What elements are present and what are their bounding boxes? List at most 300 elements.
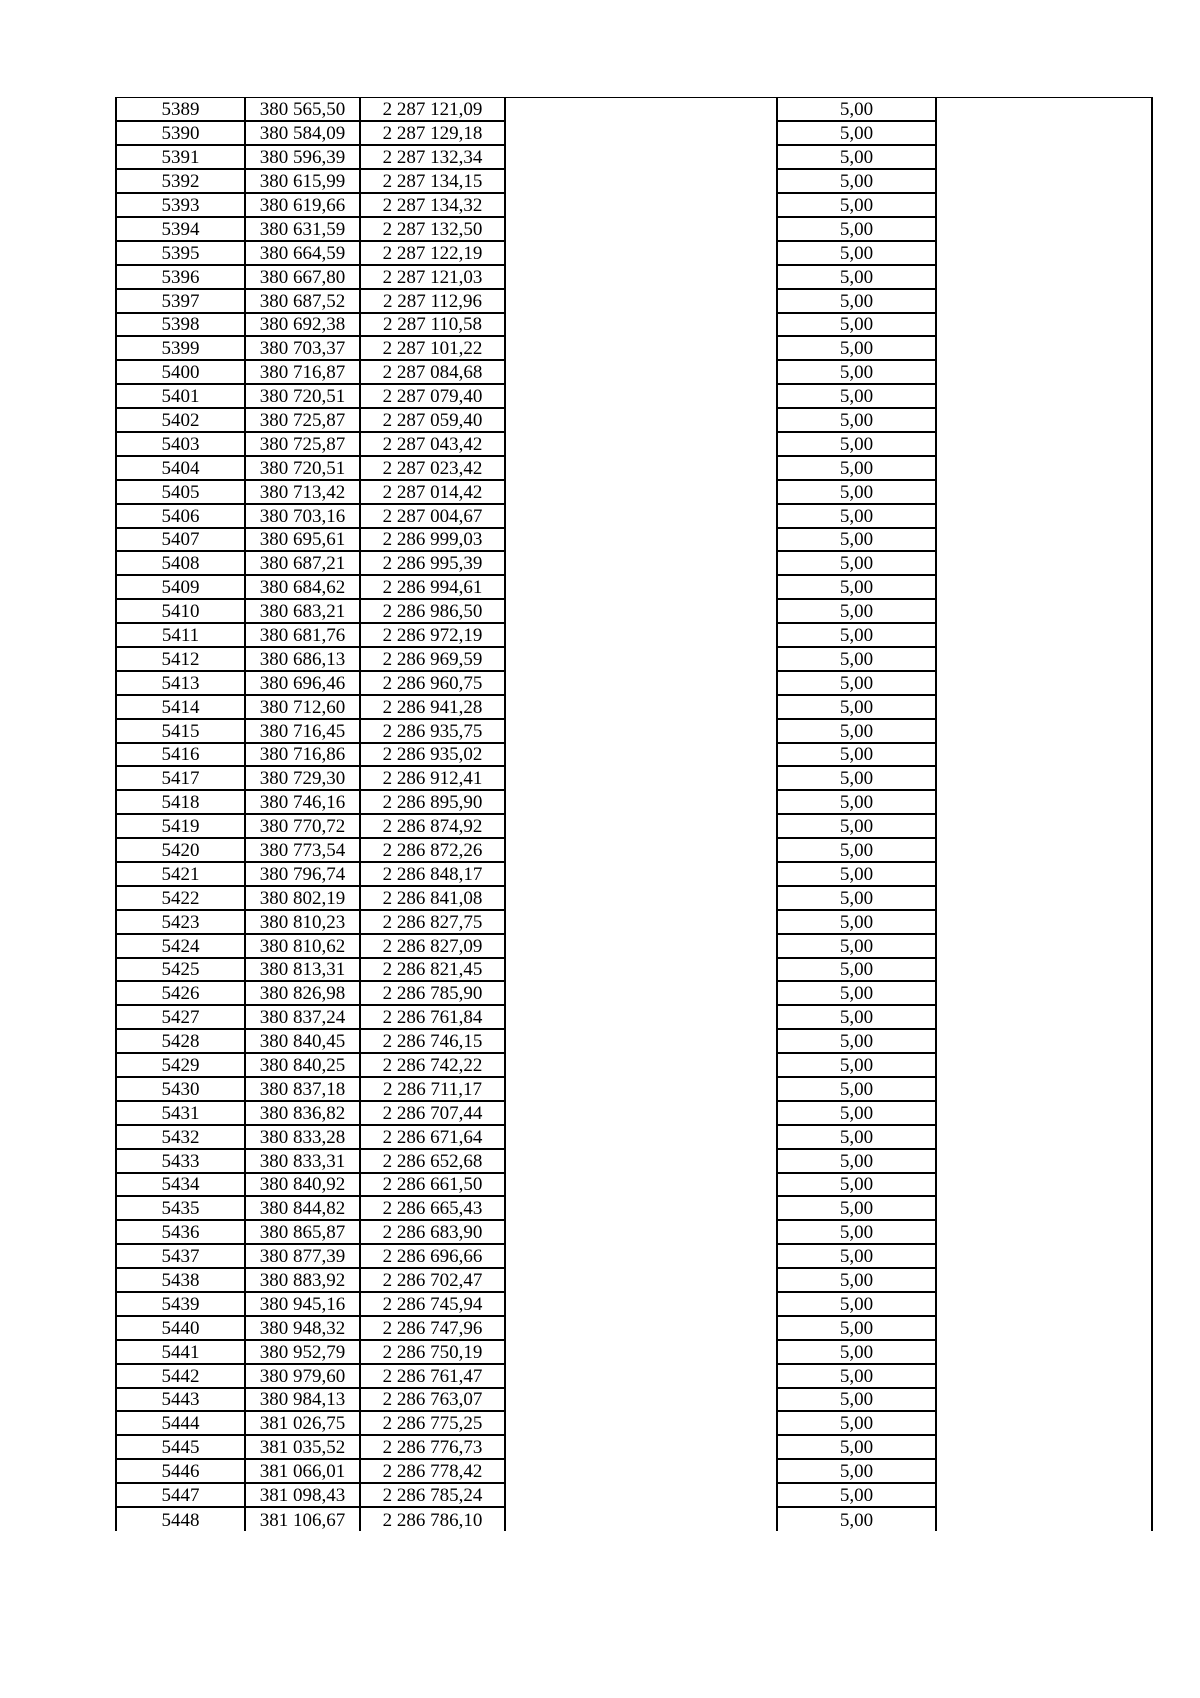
x-coordinate-cell: 380 687,21	[245, 551, 360, 575]
point-number-cell: 5431	[116, 1101, 245, 1125]
x-coordinate-cell: 380 681,76	[245, 623, 360, 647]
point-number-cell: 5412	[116, 647, 245, 671]
note-cell	[936, 1316, 1152, 1340]
table-row	[116, 814, 1152, 838]
empty-cell	[505, 145, 777, 169]
note-cell	[936, 958, 1152, 982]
table-row	[116, 647, 1152, 671]
empty-cell	[505, 313, 777, 337]
empty-cell	[505, 98, 777, 122]
x-coordinate-cell: 380 833,31	[245, 1149, 360, 1173]
x-coordinate-cell: 380 840,92	[245, 1173, 360, 1197]
note-cell	[936, 623, 1152, 647]
x-coordinate-cell: 380 687,52	[245, 289, 360, 313]
empty-cell	[505, 265, 777, 289]
table-row	[116, 528, 1152, 552]
table-row	[116, 360, 1152, 384]
table-row	[116, 1483, 1152, 1507]
value-cell: 5,00	[777, 719, 936, 743]
x-coordinate-cell: 380 686,13	[245, 647, 360, 671]
x-coordinate-cell: 380 844,82	[245, 1196, 360, 1220]
x-coordinate-cell: 381 106,67	[245, 1507, 360, 1531]
y-coordinate-cell: 2 287 121,03	[360, 265, 505, 289]
empty-cell	[505, 958, 777, 982]
value-cell: 5,00	[777, 504, 936, 528]
table-row	[116, 1388, 1152, 1412]
empty-cell	[505, 1196, 777, 1220]
point-number-cell: 5432	[116, 1125, 245, 1149]
table-row	[116, 1196, 1152, 1220]
table-row	[116, 504, 1152, 528]
point-number-cell: 5427	[116, 1005, 245, 1029]
empty-cell	[505, 910, 777, 934]
empty-cell	[505, 1244, 777, 1268]
y-coordinate-cell: 2 286 711,17	[360, 1077, 505, 1101]
point-number-cell: 5434	[116, 1173, 245, 1197]
x-coordinate-cell: 380 703,37	[245, 336, 360, 360]
note-cell	[936, 1459, 1152, 1483]
table-row	[116, 1173, 1152, 1197]
empty-cell	[505, 838, 777, 862]
note-cell	[936, 599, 1152, 623]
point-number-cell: 5429	[116, 1053, 245, 1077]
note-cell	[936, 1340, 1152, 1364]
empty-cell	[505, 504, 777, 528]
empty-cell	[505, 1316, 777, 1340]
empty-cell	[505, 1053, 777, 1077]
note-cell	[936, 217, 1152, 241]
note-cell	[936, 1435, 1152, 1459]
y-coordinate-cell: 2 286 671,64	[360, 1125, 505, 1149]
empty-cell	[505, 647, 777, 671]
value-cell: 5,00	[777, 432, 936, 456]
value-cell: 5,00	[777, 456, 936, 480]
note-cell	[936, 1173, 1152, 1197]
empty-cell	[505, 551, 777, 575]
coordinates-table-body	[116, 98, 1152, 1531]
y-coordinate-cell: 2 286 745,94	[360, 1292, 505, 1316]
y-coordinate-cell: 2 286 935,02	[360, 743, 505, 767]
table-row	[116, 575, 1152, 599]
value-cell: 5,00	[777, 599, 936, 623]
note-cell	[936, 432, 1152, 456]
x-coordinate-cell: 380 810,62	[245, 934, 360, 958]
value-cell: 5,00	[777, 790, 936, 814]
note-cell	[936, 886, 1152, 910]
value-cell: 5,00	[777, 1173, 936, 1197]
empty-cell	[505, 217, 777, 241]
point-number-cell: 5442	[116, 1364, 245, 1388]
y-coordinate-cell: 2 287 079,40	[360, 384, 505, 408]
point-number-cell: 5411	[116, 623, 245, 647]
y-coordinate-cell: 2 287 110,58	[360, 313, 505, 337]
note-cell	[936, 1005, 1152, 1029]
empty-cell	[505, 1101, 777, 1125]
y-coordinate-cell: 2 286 785,90	[360, 981, 505, 1005]
empty-cell	[505, 408, 777, 432]
empty-cell	[505, 1125, 777, 1149]
empty-cell	[505, 575, 777, 599]
y-coordinate-cell: 2 286 969,59	[360, 647, 505, 671]
y-coordinate-cell: 2 286 986,50	[360, 599, 505, 623]
note-cell	[936, 1149, 1152, 1173]
y-coordinate-cell: 2 286 696,66	[360, 1244, 505, 1268]
table-row	[116, 1125, 1152, 1149]
table-row	[116, 981, 1152, 1005]
note-cell	[936, 1053, 1152, 1077]
value-cell: 5,00	[777, 838, 936, 862]
note-cell	[936, 695, 1152, 719]
point-number-cell: 5444	[116, 1411, 245, 1435]
x-coordinate-cell: 380 729,30	[245, 766, 360, 790]
point-number-cell: 5425	[116, 958, 245, 982]
note-cell	[936, 647, 1152, 671]
table-row	[116, 121, 1152, 145]
x-coordinate-cell: 380 840,25	[245, 1053, 360, 1077]
point-number-cell: 5440	[116, 1316, 245, 1340]
value-cell: 5,00	[777, 1411, 936, 1435]
point-number-cell: 5421	[116, 862, 245, 886]
table-row	[116, 671, 1152, 695]
x-coordinate-cell: 380 945,16	[245, 1292, 360, 1316]
y-coordinate-cell: 2 286 912,41	[360, 766, 505, 790]
value-cell: 5,00	[777, 958, 936, 982]
point-number-cell: 5404	[116, 456, 245, 480]
point-number-cell: 5397	[116, 289, 245, 313]
point-number-cell: 5414	[116, 695, 245, 719]
y-coordinate-cell: 2 286 821,45	[360, 958, 505, 982]
x-coordinate-cell: 380 826,98	[245, 981, 360, 1005]
point-number-cell: 5446	[116, 1459, 245, 1483]
y-coordinate-cell: 2 287 129,18	[360, 121, 505, 145]
note-cell	[936, 743, 1152, 767]
point-number-cell: 5410	[116, 599, 245, 623]
table-row	[116, 384, 1152, 408]
x-coordinate-cell: 380 716,45	[245, 719, 360, 743]
point-number-cell: 5391	[116, 145, 245, 169]
y-coordinate-cell: 2 287 132,50	[360, 217, 505, 241]
empty-cell	[505, 1507, 777, 1531]
note-cell	[936, 671, 1152, 695]
table-row	[116, 1435, 1152, 1459]
value-cell: 5,00	[777, 1149, 936, 1173]
value-cell: 5,00	[777, 743, 936, 767]
point-number-cell: 5396	[116, 265, 245, 289]
note-cell	[936, 838, 1152, 862]
note-cell	[936, 1125, 1152, 1149]
point-number-cell: 5395	[116, 241, 245, 265]
value-cell: 5,00	[777, 695, 936, 719]
table-row	[116, 289, 1152, 313]
y-coordinate-cell: 2 286 742,22	[360, 1053, 505, 1077]
y-coordinate-cell: 2 286 941,28	[360, 695, 505, 719]
note-cell	[936, 790, 1152, 814]
y-coordinate-cell: 2 286 761,47	[360, 1364, 505, 1388]
table-row	[116, 719, 1152, 743]
value-cell: 5,00	[777, 647, 936, 671]
point-number-cell: 5441	[116, 1340, 245, 1364]
y-coordinate-cell: 2 286 776,73	[360, 1435, 505, 1459]
value-cell: 5,00	[777, 1364, 936, 1388]
empty-cell	[505, 1340, 777, 1364]
x-coordinate-cell: 380 713,42	[245, 480, 360, 504]
y-coordinate-cell: 2 286 661,50	[360, 1173, 505, 1197]
point-number-cell: 5402	[116, 408, 245, 432]
value-cell: 5,00	[777, 1053, 936, 1077]
note-cell	[936, 241, 1152, 265]
empty-cell	[505, 121, 777, 145]
empty-cell	[505, 814, 777, 838]
x-coordinate-cell: 380 877,39	[245, 1244, 360, 1268]
empty-cell	[505, 1149, 777, 1173]
table-row	[116, 1459, 1152, 1483]
table-row	[116, 1292, 1152, 1316]
note-cell	[936, 575, 1152, 599]
value-cell: 5,00	[777, 814, 936, 838]
table-row	[116, 145, 1152, 169]
note-cell	[936, 766, 1152, 790]
empty-cell	[505, 671, 777, 695]
empty-cell	[505, 528, 777, 552]
x-coordinate-cell: 380 865,87	[245, 1220, 360, 1244]
table-row	[116, 1101, 1152, 1125]
value-cell: 5,00	[777, 766, 936, 790]
y-coordinate-cell: 2 286 935,75	[360, 719, 505, 743]
note-cell	[936, 1244, 1152, 1268]
point-number-cell: 5428	[116, 1029, 245, 1053]
empty-cell	[505, 1029, 777, 1053]
x-coordinate-cell: 380 703,16	[245, 504, 360, 528]
value-cell: 5,00	[777, 98, 936, 122]
point-number-cell: 5407	[116, 528, 245, 552]
point-number-cell: 5419	[116, 814, 245, 838]
value-cell: 5,00	[777, 1220, 936, 1244]
table-row	[116, 695, 1152, 719]
value-cell: 5,00	[777, 671, 936, 695]
table-row	[116, 241, 1152, 265]
y-coordinate-cell: 2 286 827,09	[360, 934, 505, 958]
value-cell: 5,00	[777, 1268, 936, 1292]
x-coordinate-cell: 380 712,60	[245, 695, 360, 719]
empty-cell	[505, 1388, 777, 1412]
note-cell	[936, 1388, 1152, 1412]
table-row	[116, 862, 1152, 886]
value-cell: 5,00	[777, 1388, 936, 1412]
note-cell	[936, 313, 1152, 337]
y-coordinate-cell: 2 287 112,96	[360, 289, 505, 313]
point-number-cell: 5420	[116, 838, 245, 862]
value-cell: 5,00	[777, 408, 936, 432]
point-number-cell: 5445	[116, 1435, 245, 1459]
table-row	[116, 1364, 1152, 1388]
y-coordinate-cell: 2 286 895,90	[360, 790, 505, 814]
value-cell: 5,00	[777, 1005, 936, 1029]
point-number-cell: 5398	[116, 313, 245, 337]
empty-cell	[505, 1077, 777, 1101]
table-row	[116, 313, 1152, 337]
note-cell	[936, 193, 1152, 217]
x-coordinate-cell: 380 683,21	[245, 599, 360, 623]
table-row	[116, 1149, 1152, 1173]
x-coordinate-cell: 380 720,51	[245, 456, 360, 480]
value-cell: 5,00	[777, 551, 936, 575]
table-row	[116, 217, 1152, 241]
value-cell: 5,00	[777, 169, 936, 193]
x-coordinate-cell: 380 796,74	[245, 862, 360, 886]
point-number-cell: 5435	[116, 1196, 245, 1220]
x-coordinate-cell: 381 098,43	[245, 1483, 360, 1507]
x-coordinate-cell: 380 615,99	[245, 169, 360, 193]
empty-cell	[505, 1435, 777, 1459]
empty-cell	[505, 1268, 777, 1292]
value-cell: 5,00	[777, 934, 936, 958]
note-cell	[936, 981, 1152, 1005]
x-coordinate-cell: 380 952,79	[245, 1340, 360, 1364]
y-coordinate-cell: 2 286 750,19	[360, 1340, 505, 1364]
note-cell	[936, 934, 1152, 958]
y-coordinate-cell: 2 287 101,22	[360, 336, 505, 360]
point-number-cell: 5394	[116, 217, 245, 241]
table-row	[116, 432, 1152, 456]
value-cell: 5,00	[777, 289, 936, 313]
table-row	[116, 193, 1152, 217]
x-coordinate-cell: 381 066,01	[245, 1459, 360, 1483]
empty-cell	[505, 766, 777, 790]
point-number-cell: 5408	[116, 551, 245, 575]
value-cell: 5,00	[777, 1507, 936, 1531]
value-cell: 5,00	[777, 336, 936, 360]
empty-cell	[505, 1292, 777, 1316]
point-number-cell: 5409	[116, 575, 245, 599]
note-cell	[936, 910, 1152, 934]
empty-cell	[505, 480, 777, 504]
value-cell: 5,00	[777, 384, 936, 408]
table-row	[116, 551, 1152, 575]
x-coordinate-cell: 380 833,28	[245, 1125, 360, 1149]
empty-cell	[505, 934, 777, 958]
y-coordinate-cell: 2 286 960,75	[360, 671, 505, 695]
note-cell	[936, 1411, 1152, 1435]
point-number-cell: 5443	[116, 1388, 245, 1412]
note-cell	[936, 1077, 1152, 1101]
note-cell	[936, 1029, 1152, 1053]
point-number-cell: 5436	[116, 1220, 245, 1244]
note-cell	[936, 1101, 1152, 1125]
y-coordinate-cell: 2 286 746,15	[360, 1029, 505, 1053]
table-row	[116, 599, 1152, 623]
y-coordinate-cell: 2 287 121,09	[360, 98, 505, 122]
x-coordinate-cell: 380 773,54	[245, 838, 360, 862]
y-coordinate-cell: 2 286 972,19	[360, 623, 505, 647]
x-coordinate-cell: 380 631,59	[245, 217, 360, 241]
empty-cell	[505, 384, 777, 408]
point-number-cell: 5389	[116, 98, 245, 122]
note-cell	[936, 551, 1152, 575]
x-coordinate-cell: 380 667,80	[245, 265, 360, 289]
point-number-cell: 5423	[116, 910, 245, 934]
point-number-cell: 5399	[116, 336, 245, 360]
table-row	[116, 480, 1152, 504]
empty-cell	[505, 1005, 777, 1029]
x-coordinate-cell: 380 584,09	[245, 121, 360, 145]
table-row	[116, 1220, 1152, 1244]
table-row	[116, 934, 1152, 958]
empty-cell	[505, 336, 777, 360]
table-row	[116, 766, 1152, 790]
value-cell: 5,00	[777, 217, 936, 241]
table-row	[116, 838, 1152, 862]
value-cell: 5,00	[777, 1340, 936, 1364]
point-number-cell: 5426	[116, 981, 245, 1005]
empty-cell	[505, 862, 777, 886]
table-row	[116, 623, 1152, 647]
y-coordinate-cell: 2 286 763,07	[360, 1388, 505, 1412]
value-cell: 5,00	[777, 1292, 936, 1316]
x-coordinate-cell: 380 619,66	[245, 193, 360, 217]
value-cell: 5,00	[777, 1435, 936, 1459]
value-cell: 5,00	[777, 575, 936, 599]
table-row	[116, 1053, 1152, 1077]
empty-cell	[505, 695, 777, 719]
table-row	[116, 408, 1152, 432]
table-row	[116, 1244, 1152, 1268]
value-cell: 5,00	[777, 241, 936, 265]
table-row	[116, 743, 1152, 767]
table-row	[116, 1507, 1152, 1531]
point-number-cell: 5401	[116, 384, 245, 408]
empty-cell	[505, 169, 777, 193]
note-cell	[936, 1364, 1152, 1388]
value-cell: 5,00	[777, 1077, 936, 1101]
y-coordinate-cell: 2 286 872,26	[360, 838, 505, 862]
point-number-cell: 5393	[116, 193, 245, 217]
table-row	[116, 958, 1152, 982]
empty-cell	[505, 1459, 777, 1483]
table-row	[116, 456, 1152, 480]
point-number-cell: 5422	[116, 886, 245, 910]
empty-cell	[505, 1483, 777, 1507]
point-number-cell: 5439	[116, 1292, 245, 1316]
value-cell: 5,00	[777, 1196, 936, 1220]
x-coordinate-cell: 380 692,38	[245, 313, 360, 337]
empty-cell	[505, 1411, 777, 1435]
empty-cell	[505, 1364, 777, 1388]
y-coordinate-cell: 2 286 652,68	[360, 1149, 505, 1173]
note-cell	[936, 384, 1152, 408]
note-cell	[936, 1507, 1152, 1531]
value-cell: 5,00	[777, 1244, 936, 1268]
point-number-cell: 5416	[116, 743, 245, 767]
x-coordinate-cell: 380 837,18	[245, 1077, 360, 1101]
table-row	[116, 98, 1152, 122]
y-coordinate-cell: 2 287 122,19	[360, 241, 505, 265]
x-coordinate-cell: 381 026,75	[245, 1411, 360, 1435]
y-coordinate-cell: 2 286 848,17	[360, 862, 505, 886]
value-cell: 5,00	[777, 313, 936, 337]
note-cell	[936, 1292, 1152, 1316]
x-coordinate-cell: 380 836,82	[245, 1101, 360, 1125]
y-coordinate-cell: 2 287 134,32	[360, 193, 505, 217]
y-coordinate-cell: 2 287 084,68	[360, 360, 505, 384]
y-coordinate-cell: 2 286 747,96	[360, 1316, 505, 1340]
value-cell: 5,00	[777, 480, 936, 504]
note-cell	[936, 528, 1152, 552]
value-cell: 5,00	[777, 1029, 936, 1053]
value-cell: 5,00	[777, 862, 936, 886]
note-cell	[936, 456, 1152, 480]
table-row	[116, 910, 1152, 934]
x-coordinate-cell: 380 725,87	[245, 432, 360, 456]
